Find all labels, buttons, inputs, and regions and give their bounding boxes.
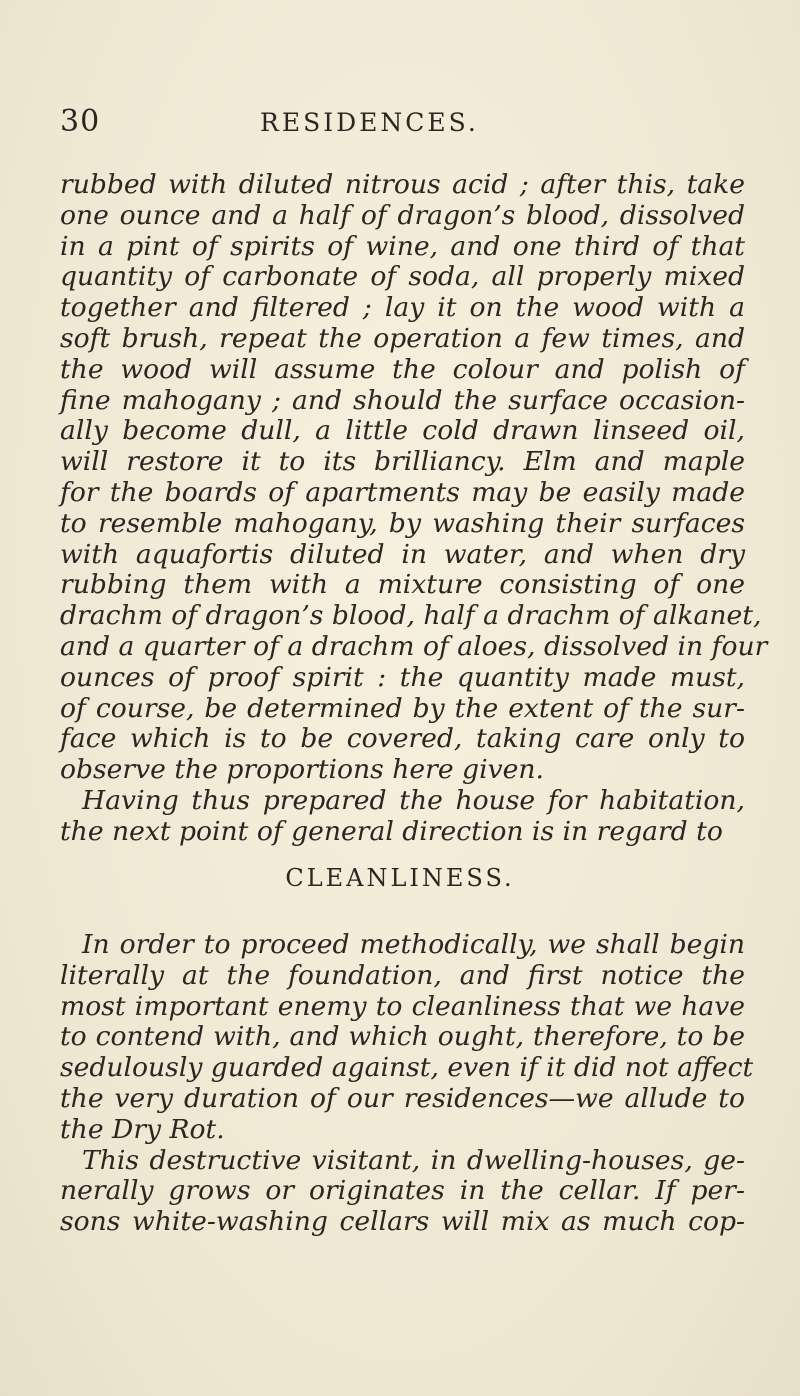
text-line: rubbed with diluted nitrous acid ; after this, take <box>60 169 745 200</box>
text-line: Having thus prepared the house for habitation, <box>82 784 745 816</box>
paragraph-block-2 <box>60 929 754 1238</box>
text-line: soft brush, repeat the operation a few times, and <box>60 322 745 354</box>
text-line: together and filtered ; lay it on the wood with a <box>60 292 745 324</box>
text-line: and a quarter of a drachm of aloes, dissolved in four <box>60 630 768 662</box>
section-heading: CLEANLINESS. <box>285 864 515 892</box>
text-line: face which is to be covered, taking care only to <box>60 723 745 755</box>
text-line: literally at the foundation, and first notice the <box>60 959 745 991</box>
text-line: the wood will assume the colour and polish of <box>60 353 745 385</box>
text-line: for the boards of apartments may be easily made <box>60 476 745 508</box>
paragraph-block-1 <box>60 169 768 848</box>
text-line: of course, be determined by the extent of the sur- <box>60 692 745 724</box>
text-line: In order to proceed methodically, we shall begin <box>82 929 745 960</box>
text-line: will restore it to its brilliancy. Elm and maple <box>60 446 745 478</box>
running-head: RESIDENCES. <box>260 108 479 137</box>
text-line: ounces of proof spirit : the quantity made must, <box>60 661 745 693</box>
text-line: to resemble mahogany, by washing their surfaces <box>60 507 745 539</box>
text-line: the Dry Rot. <box>60 1113 225 1145</box>
text-line: ally become dull, a little cold drawn linseed oil, <box>60 415 745 447</box>
page-header <box>60 104 740 144</box>
text-line: fine mahogany ; and should the surface occasion- <box>60 384 745 416</box>
text-line: sons white-washing cellars will mix as much cop- <box>60 1206 745 1238</box>
text-line: in a pint of spirits of wine, and one third of that <box>60 230 745 262</box>
text-line: nerally grows or originates in the cellar. If per- <box>60 1175 745 1207</box>
text-line: This destructive visitant, in dwelling-houses, ge- <box>82 1144 745 1176</box>
text-line: drachm of dragon’s blood, half a drachm of alkanet, <box>60 600 762 632</box>
text-line: rubbing them with a mixture consisting of one <box>60 569 745 601</box>
text-line: to contend with, and which ought, therefore, to be <box>60 1021 745 1053</box>
text-line: sedulously guarded against, even if it did not affect <box>60 1052 754 1084</box>
page-number: 30 <box>60 104 101 139</box>
text-line: with aquafortis diluted in water, and when dry <box>60 538 745 570</box>
text-line: quantity of carbonate of soda, all properly mixed <box>60 261 745 293</box>
text-line: observe the proportions here given. <box>60 754 544 786</box>
text-line: one ounce and a half of dragon’s blood, dissolved <box>60 199 745 231</box>
text-line: the next point of general direction is in regard to <box>60 815 723 847</box>
text-line: most important enemy to cleanliness that we have <box>60 990 745 1022</box>
text-line: the very duration of our residences—we allude to <box>60 1082 745 1114</box>
